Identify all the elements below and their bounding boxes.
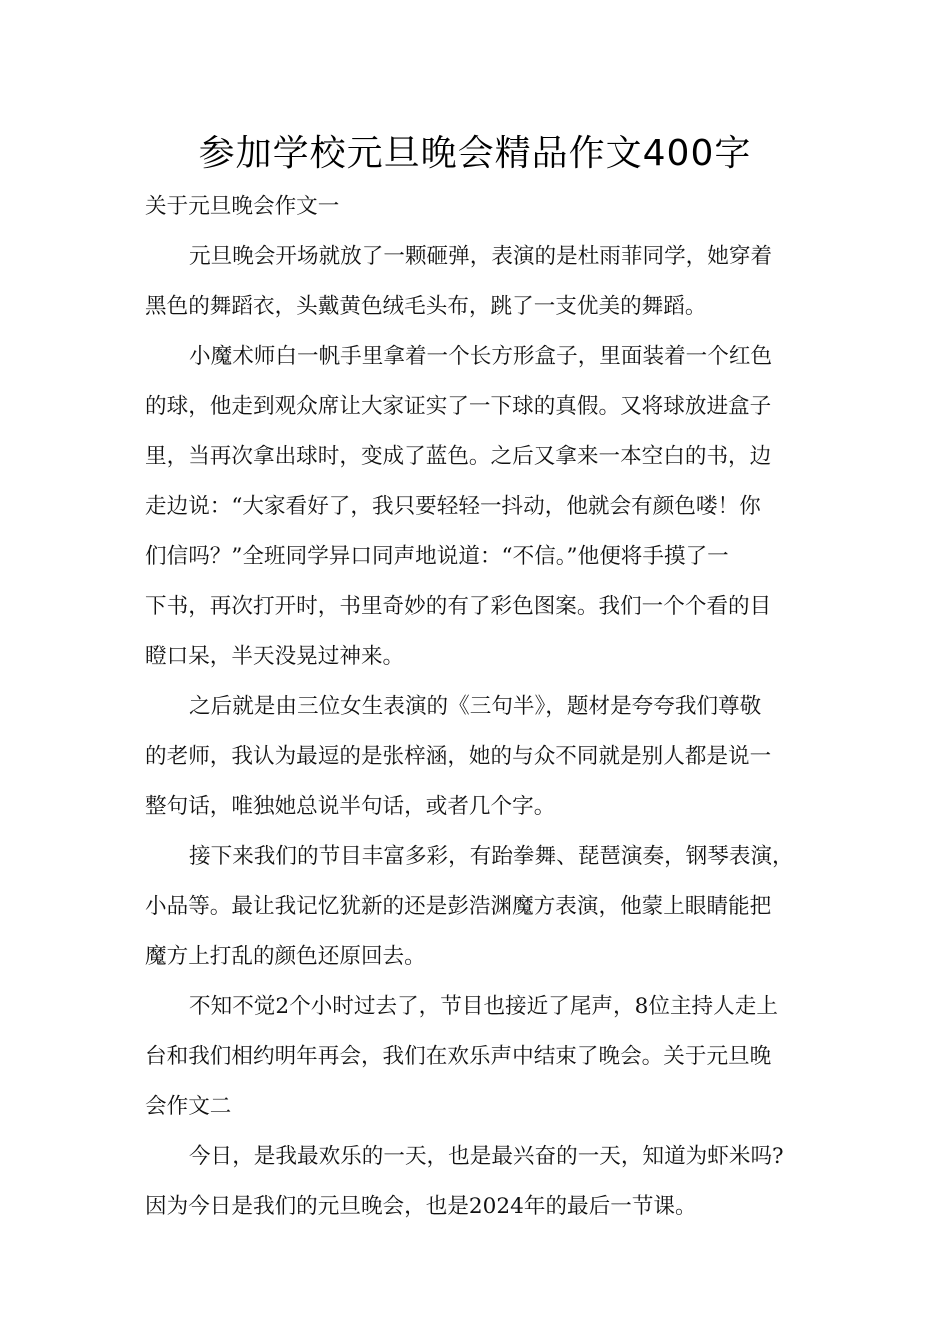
paragraph-line: 走边说：“大家看好了，我只要轻轻一抖动，他就会有颜色喽！你 [145, 494, 761, 519]
paragraph-line: 下书，再次打开时，书里奇妙的有了彩色图案。我们一个个看的目 [145, 594, 772, 619]
document-title: 参加学校元旦晚会精品作文400字 [198, 133, 752, 174]
paragraph [145, 232, 813, 332]
paragraph-line: 元旦晚会开场就放了一颗砸弹，表演的是杜雨菲同学，她穿着 [189, 244, 773, 269]
paragraph-line: 黑色的舞蹈衣，头戴黄色绒毛头布，跳了一支优美的舞蹈。 [145, 294, 707, 319]
paragraph-line: 们信吗？”全班同学异口同声地说道：“不信。”他便将手摸了一 [145, 544, 729, 569]
paragraph-line: 魔方上打乱的颜色还原回去。 [145, 944, 426, 969]
paragraph-line: 整句话，唯独她总说半句话，或者几个字。 [145, 794, 556, 819]
paragraph-line: 的球，他走到观众席让大家证实了一下球的真假。又将球放进盒子 [145, 394, 772, 419]
paragraph [145, 682, 813, 832]
paragraph-line: 之后就是由三位女生表演的《三句半》，题材是夸夸我们尊敬 [189, 694, 762, 719]
paragraph-line: 会作文二 [145, 1094, 232, 1119]
paragraph-line: 瞪口呆，半天没晃过神来。 [145, 644, 405, 669]
paragraph-line: 因为今日是我们的元旦晚会，也是2024年的最后一节课。 [145, 1194, 697, 1219]
paragraph [145, 832, 813, 982]
paragraph-line: 今日，是我最欢乐的一天，也是最兴奋的一天，知道为虾米吗? [189, 1144, 784, 1169]
paragraph-line: 台和我们相约明年再会，我们在欢乐声中结束了晚会。关于元旦晚 [145, 1044, 772, 1069]
paragraph [145, 982, 813, 1132]
paragraph [145, 1132, 813, 1232]
section-heading: 关于元旦晚会作文一 [145, 194, 340, 219]
paragraph-line: 小魔术师白一帆手里拿着一个长方形盒子，里面装着一个红色 [189, 344, 773, 369]
paragraph-line: 小品等。最让我记忆犹新的还是彭浩渊魔方表演，他蒙上眼睛能把 [145, 894, 772, 919]
paragraph-line: 接下来我们的节目丰富多彩，有跆拳舞、琵琶演奏，钢琴表演， [189, 844, 794, 869]
paragraph [145, 332, 813, 682]
paragraph-line: 不知不觉2个小时过去了，节目也接近了尾声，8位主持人走上 [189, 994, 778, 1019]
paragraph-line: 的老师，我认为最逗的是张梓涵，她的与众不同就是别人都是说一 [145, 744, 772, 769]
document-body [145, 182, 813, 1232]
paragraph-line: 里，当再次拿出球时，变成了蓝色。之后又拿来一本空白的书，边 [145, 444, 772, 469]
